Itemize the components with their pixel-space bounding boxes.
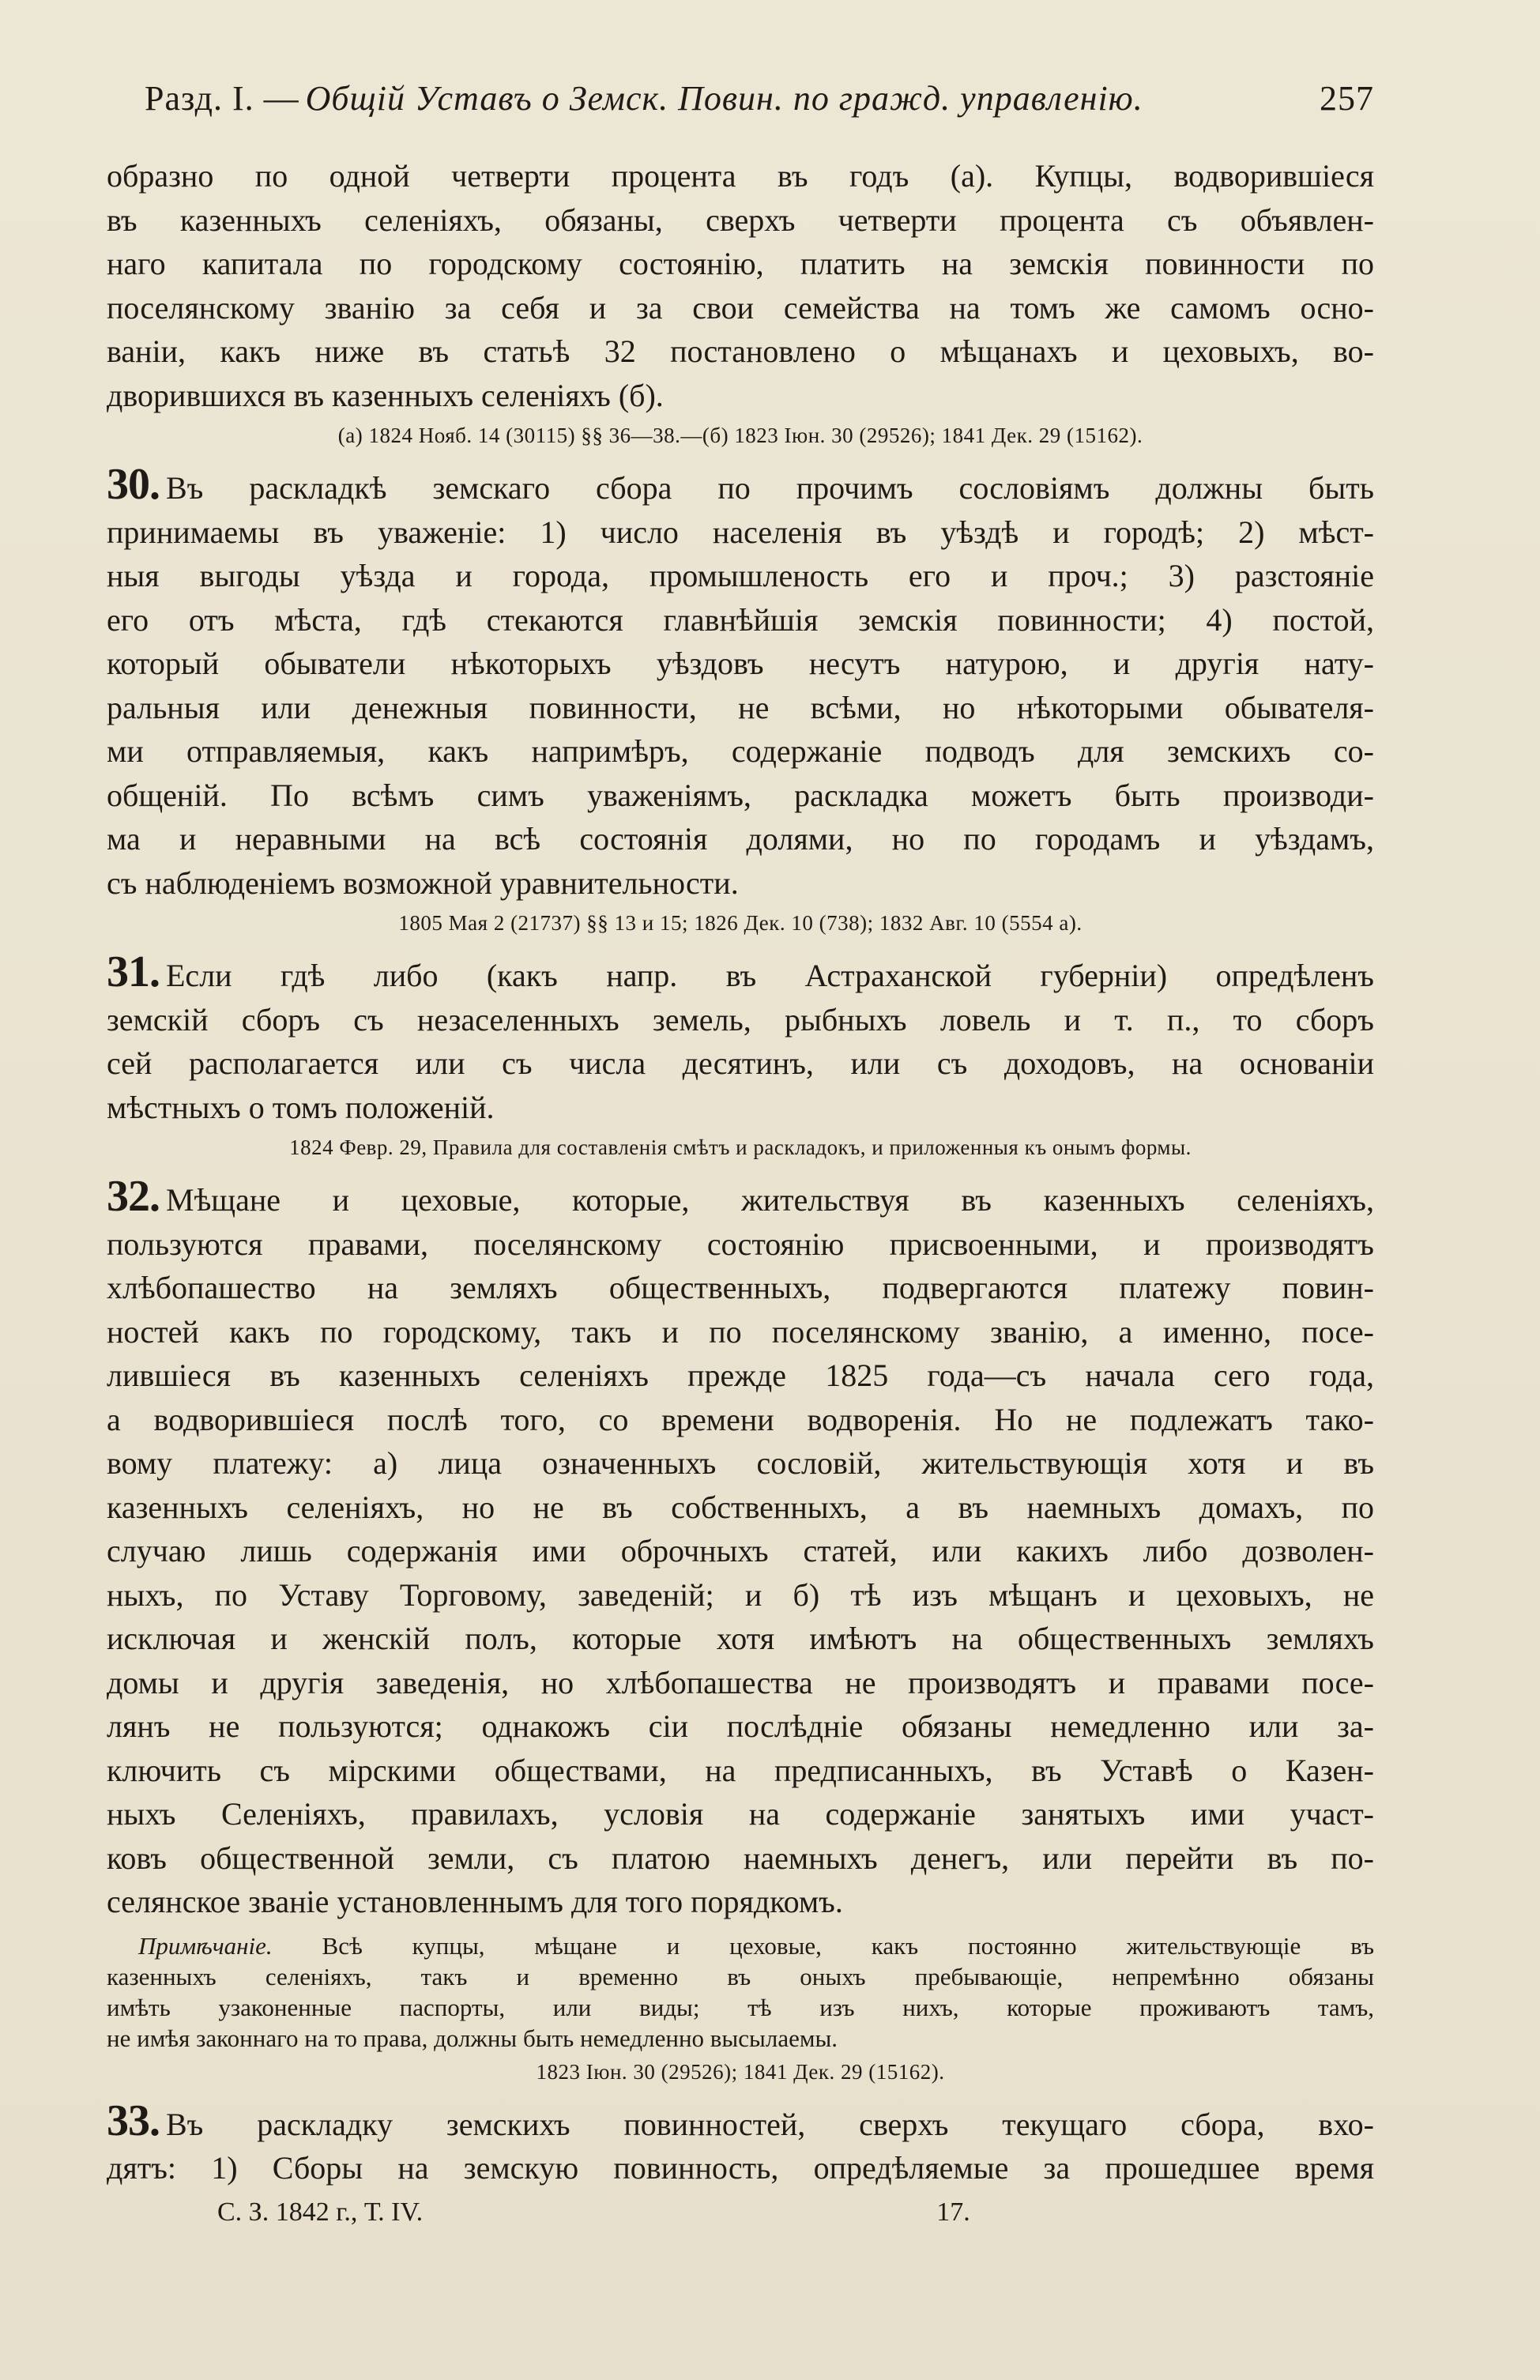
article-31 xyxy=(107,947,1374,1164)
note-line: казенныхъ селенiяхъ, такъ и временно въ оныхъ пребывающiе, непремѣнно обязаны xyxy=(107,1962,1374,1990)
text-line: его отъ мѣста, гдѣ стекаются главнѣйшiя земскiя повинности; 4) постой, xyxy=(107,601,1374,638)
note-line: имѣть узаконенные паспорты, или виды; тѣ изъ нихъ, которые проживаютъ тамъ, xyxy=(107,1993,1374,2021)
text-line: общенiй. По всѣмъ симъ уваженiямъ, раскладка можетъ быть производи- xyxy=(107,777,1374,813)
page-number: 257 xyxy=(1320,79,1374,118)
article-number: 30. xyxy=(107,460,160,509)
article-30 xyxy=(107,460,1374,940)
text-line: лившiеся въ казенныхъ селенiяхъ прежде 1825 года—съ начала сего года, xyxy=(107,1358,1374,1393)
text-line: ностей какъ по городскому, такъ и по поселянскому званiю, а именно, посе- xyxy=(107,1313,1374,1350)
article-32 xyxy=(107,1172,1375,2088)
legal-reference: 1823 Iюн. 30 (29526); 1841 Дек. 29 (15162). xyxy=(536,2059,945,2084)
text-line: пользуются правами, поселянскому состоянiю присвоенными, и производятъ xyxy=(107,1226,1374,1262)
text-line: ма и неравными на всѣ состоянiя долями, но по городамъ и уѣздамъ, xyxy=(107,821,1374,857)
text-line: наго капитала по городскому состоянiю, платить на земскiя повинности по xyxy=(107,246,1374,281)
text-line: дятъ: 1) Сборы на земскую повинность, опредѣляемые за прошедшее время xyxy=(107,2150,1374,2186)
signature-mark: 17. xyxy=(936,2197,970,2227)
text-line: Въ раскладку земскихъ повинностей, сверхъ текущаго сбора, вхо- xyxy=(166,2106,1374,2142)
text-line: принимаемы въ уваженiе: 1) число населенiя въ уѣздѣ и городѣ; 2) мѣст- xyxy=(107,514,1374,550)
text-line: ныхъ, по Уставу Торговому, заведенiй; и б) тѣ изъ мѣщанъ и цеховыхъ, не xyxy=(107,1576,1374,1613)
text-line: казенныхъ селенiяхъ, но не въ собственныхъ, а въ наемныхъ домахъ, по xyxy=(107,1489,1374,1525)
text-line: сей располагается или съ числа десятинъ, или съ доходовъ, на основанiи xyxy=(107,1045,1374,1081)
text-line: мѣстныхъ о томъ положенiй. xyxy=(107,1089,495,1125)
page-footer xyxy=(217,2195,1374,2230)
note-label: Примѣчанiе. xyxy=(138,1931,273,1960)
text-line: образно по одной четверти процента въ годъ (а). Купцы, водворившiеся xyxy=(107,158,1374,194)
text-line: съ наблюденiемъ возможной уравнительности. xyxy=(107,864,739,901)
text-line: ныя выгоды уѣзда и города, промышленость его и проч.; 3) разстоянiе xyxy=(107,558,1374,593)
text-line: ральныя или денежныя повинности, не всѣми, но нѣкоторыми обывателя- xyxy=(107,689,1374,725)
footnote-remark xyxy=(107,1930,1374,2054)
text-line: въ казенныхъ селенiяхъ, обязаны, сверхъ четверти процента съ объявлен- xyxy=(107,201,1374,238)
article-number: 31. xyxy=(107,947,160,996)
text-line: поселянскому званiю за себя и за свои семейства на томъ же самомъ осно- xyxy=(107,289,1374,326)
text-line: Въ раскладкѣ земскаго сбора по прочимъ сословiямъ должны быть xyxy=(166,470,1374,506)
text-line: случаю лишь содержанiя ими оброчныхъ статей, или какихъ либо дозволен- xyxy=(107,1533,1374,1568)
text-line: земскiй сборъ съ незаселенныхъ земель, рыбныхъ ловель и т. п., то сборъ xyxy=(107,1001,1374,1037)
text-line: Если гдѣ либо (какъ напр. въ Астраханской губернiи) опредѣленъ xyxy=(166,958,1374,993)
section-label: Разд. I. — xyxy=(145,79,299,118)
legal-reference: 1805 Мая 2 (21737) §§ 13 и 15; 1826 Дек. 10 (738); 1832 Авг. 10 (5554 а). xyxy=(398,911,1083,935)
text-line: ми отправляемыя, какъ напримѣръ, содержанiе подводъ для земскихъ со- xyxy=(107,733,1374,769)
text-line: ныхъ Селенiяхъ, правилахъ, условiя на содержанiе занятыхъ ими участ- xyxy=(107,1796,1374,1832)
article-number: 32. xyxy=(107,1172,160,1221)
text-line: Мѣщане и цеховые, которые, жительствуя въ казенныхъ селенiяхъ, xyxy=(166,1182,1374,1218)
text-line: дворившихся въ казенныхъ селенiяхъ (б). xyxy=(107,377,664,413)
text-line: ковъ общественной земли, съ платою наемныхъ денегъ, или перейти въ по- xyxy=(107,1840,1374,1876)
text-line: вому платежу: а) лица означенныхъ сословiй, жительствующiя хотя и въ xyxy=(107,1445,1375,1481)
text-line: хлѣбопашество на земляхъ общественныхъ, подвергаются платежу повин- xyxy=(107,1270,1374,1305)
note-line: не имѣя законнаго на то права, должны быть немедленно высылаемы. xyxy=(107,2024,838,2052)
text-line: который обыватели нѣкоторыхъ уѣздовъ несутъ натурою, и другiя нату- xyxy=(107,646,1374,681)
intro-paragraph xyxy=(107,154,1374,452)
note-line: Всѣ купцы, мѣщане и цеховые, какъ постоянно жительствующiе въ xyxy=(322,1931,1374,1960)
text-line: ванiи, какъ ниже въ статьѣ 32 постановлено о мѣщанахъ и цеховыхъ, во- xyxy=(107,333,1374,369)
legal-reference: 1824 Февр. 29, Правила для составленiя смѣтъ и раскладокъ, и приложенныя къ онымъ формы. xyxy=(289,1135,1192,1159)
text-line: а водворившiеся послѣ того, со времени водворенiя. Но не подлежатъ тако- xyxy=(107,1401,1374,1437)
article-number: 33. xyxy=(107,2096,160,2145)
text-line: исключая и женскiй полъ, которые хотя имѣютъ на общественныхъ земляхъ xyxy=(107,1621,1374,1656)
running-title: Общiй Уставъ о Земск. Повин. по гражд. управленiю. xyxy=(305,79,1143,118)
text-line: лянъ не пользуются; однакожъ сiи послѣднiе обязаны немедленно или за- xyxy=(107,1708,1374,1744)
text-line: ключить съ мiрскими обществами, на предписанныхъ, въ Уставѣ о Казен- xyxy=(107,1752,1374,1788)
edition-mark: С. З. 1842 г., Т. IV. xyxy=(217,2197,424,2227)
running-head xyxy=(145,75,1374,122)
text-line: селянское званiе установленнымъ для того порядкомъ. xyxy=(107,1884,843,1919)
text-line: домы и другiя заведенiя, но хлѣбопашества не производятъ и правами посе- xyxy=(107,1664,1374,1700)
article-33 xyxy=(107,2096,1374,2190)
legal-reference: (а) 1824 Нояб. 14 (30115) §§ 36—38.—(б) 1823 Iюн. 30 (29526); 1841 Дек. 29 (15162). xyxy=(337,424,1143,447)
